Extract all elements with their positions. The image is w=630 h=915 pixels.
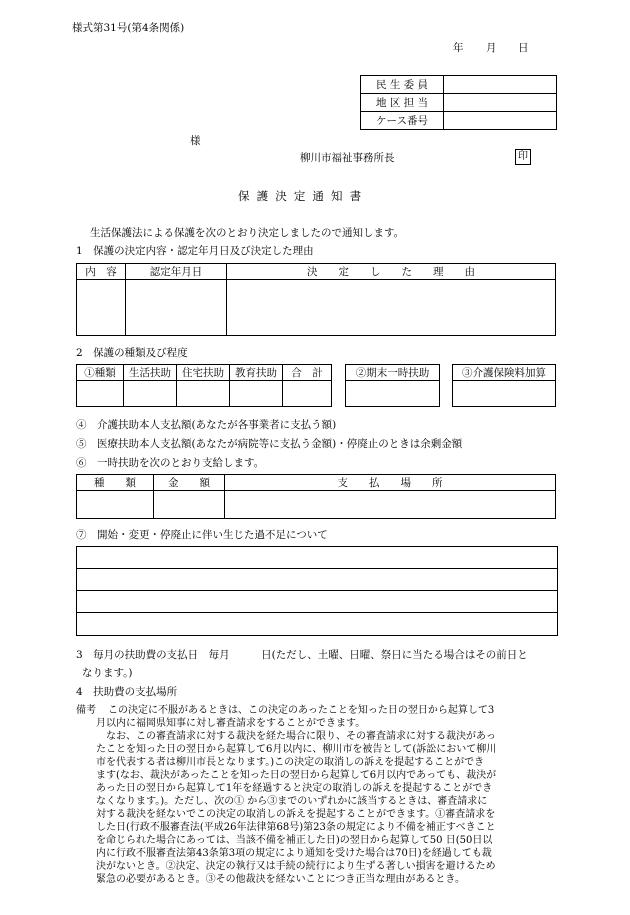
officer-label-district: 地 区 担 当 [361, 94, 444, 112]
decision-cell-content[interactable] [77, 280, 126, 336]
lump-col-place: 支 払 場 所 [225, 475, 556, 491]
form-number: 様式第31号(第4条関係) [72, 22, 185, 34]
notes-line-4: たことを知った日の翌日から起算して6月以内に、柳川市を被告として(訴訟において柳川 [96, 744, 497, 755]
section2-heading: 2 保護の種類及び程度 [76, 347, 188, 359]
item7-text: ⑦ 開始・変更・停廃止に伴い生じた過不足について [76, 529, 328, 541]
section1-heading: 1 保護の決定内容・認定年月日及び決定した理由 [76, 245, 314, 257]
assist-cell-education[interactable] [230, 381, 283, 407]
lump-col-amount: 金 額 [154, 475, 225, 491]
item6-text: ⑥ 一時扶助を次のとおり支給します。 [76, 457, 265, 469]
lump-cell-type[interactable] [77, 491, 154, 519]
section3-line1: 3 毎月の扶助費の支払日 毎月 日(ただし、土曜、日曜、祭日に当たる場合はその前日と [76, 649, 528, 661]
document-title: 保 護 決 定 通 知 書 [238, 189, 363, 203]
officer-value-welfare[interactable] [444, 76, 557, 94]
notes-line-5: 市を代表する者は柳川市長となります。)この決定の取消しの訴えを提起することができ [96, 757, 485, 768]
lump-col-type: 種 類 [77, 475, 154, 491]
care-premium-cell[interactable] [453, 381, 556, 407]
notes-label: 備考 [76, 705, 96, 716]
notes-line-2: 月以内に福岡県知事に対し審査請求をすることができます。 [96, 718, 366, 729]
year-end-table [345, 364, 440, 407]
recipient-suffix: 様 [190, 135, 201, 147]
shortfall-rule-3 [76, 612, 557, 613]
intro-text: 生活保護法による保護を次のとおり決定しましたので通知します。 [90, 227, 405, 239]
notes-line-9: 対する裁決を経ないでこの決定の取消しの訴えを提起することができます。①審査請求を [96, 809, 496, 820]
shortfall-box[interactable] [76, 546, 558, 636]
assistance-type-table [76, 364, 332, 407]
decision-col-reason: 決 定 し た 理 由 [227, 264, 556, 280]
section4-heading: 4 扶助費の支払場所 [76, 686, 178, 698]
notes-line-1: この決定に不服があるときは、この決定のあったことを知った日の翌日から起算して3 [108, 705, 495, 716]
notes-line-10: した日(行政不服審査法(平成26年法律第68号)第23条の規定により不備を補正すべきこと [96, 822, 496, 833]
notes-line-13: 決がないとき。②決定、決定の執行又は手続の続行により生ずる著しい損害を避けるため [96, 861, 496, 872]
date-day-unit: 日 [518, 42, 529, 54]
decision-col-content: 内 容 [77, 264, 126, 280]
notes-line-8: なくなります。)。ただし、次の① から③までのいずれかに該当するときは、審査請求に [96, 796, 488, 807]
item5-text: ⑤ 医療扶助本人支払額(あなたが病院等に支払う金額)・停廃止のときは余剰金額 [76, 438, 463, 450]
officer-box [360, 75, 557, 130]
assist-col-education: 教育扶助 [230, 365, 283, 381]
assist-cell-living[interactable] [124, 381, 177, 407]
officer-label-welfare: 民 生 委 員 [361, 76, 444, 94]
shortfall-rule-2 [76, 590, 557, 591]
assist-col-housing: 住宅扶助 [177, 365, 230, 381]
lump-cell-place[interactable] [225, 491, 556, 519]
item4-text: ④ 介護扶助本人支払額(あなたが各事業者に支払う額) [76, 419, 337, 431]
assist-cell-housing[interactable] [177, 381, 230, 407]
shortfall-rule-1 [76, 568, 557, 569]
assist-col-living: 生活扶助 [124, 365, 177, 381]
officer-value-district[interactable] [444, 94, 557, 112]
notes-line-7: あった日の翌日から起算して1年を経過すると決定の取消しの訴えを提起することができ [96, 783, 493, 794]
notes-line-12: 内に行政不服審査法第43条第3項の規定により通知を受けた場合は70日)を経過しても裁 [96, 848, 492, 859]
assist-col-type: ①種類 [77, 365, 124, 381]
assist-col-total: 合 計 [283, 365, 332, 381]
year-end-cell[interactable] [346, 381, 440, 407]
issuer-name: 柳川市福祉事務所長 [300, 152, 395, 164]
decision-cell-date[interactable] [126, 280, 227, 336]
notes-line-11: を命じられた場合にあっては、当該不備を補正した日)の翌日から起算して50 日(50日以 [96, 835, 493, 846]
assist-cell-type[interactable] [77, 381, 124, 407]
notes-line-6: ます(なお、裁決があったことを知った日の翌日から起算して6月以内であっても、裁決が [96, 770, 497, 781]
assist-cell-total[interactable] [283, 381, 332, 407]
decision-col-date: 認定年月日 [126, 264, 227, 280]
decision-table [76, 263, 556, 336]
section3-line2: なります。) [82, 667, 133, 679]
seal-mark: 印 [515, 149, 531, 165]
care-premium-header: ③介護保険料加算 [453, 365, 556, 381]
care-premium-table [452, 364, 556, 407]
year-end-header: ②期末一時扶助 [346, 365, 440, 381]
notes-line-14: 緊急の必要があるとき。③その他裁決を経ないことにつき正当な理由があるとき。 [96, 874, 465, 885]
lump-cell-amount[interactable] [154, 491, 225, 519]
officer-label-case: ケース番号 [361, 112, 444, 130]
date-year-unit: 年 [453, 42, 464, 54]
date-month-unit: 月 [486, 42, 497, 54]
notes-line-3: なお、この審査請求に対する裁決を経た場合に限り、その審査請求に対する裁決があっ [106, 731, 496, 742]
lump-sum-table [76, 474, 556, 519]
decision-cell-reason[interactable] [227, 280, 556, 336]
officer-value-case[interactable] [444, 112, 557, 130]
